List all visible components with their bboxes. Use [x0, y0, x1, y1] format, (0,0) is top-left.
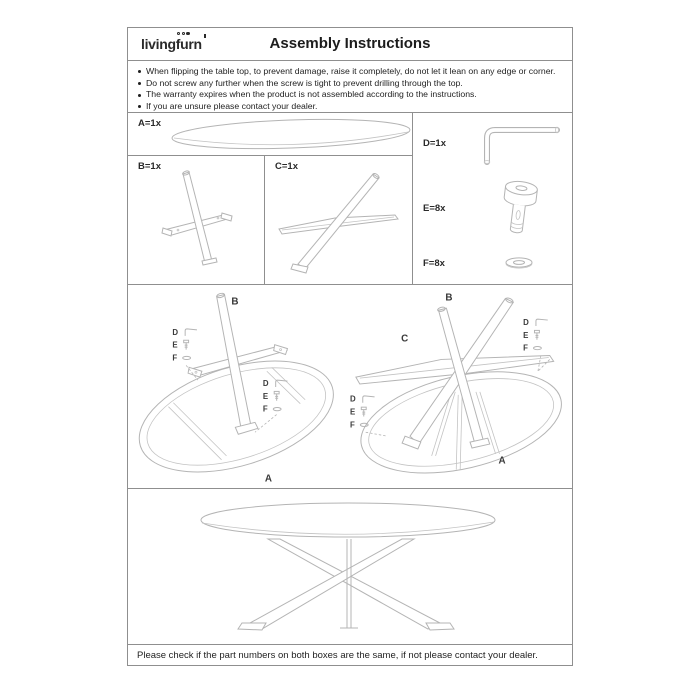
callout-label-f: F: [172, 353, 178, 363]
callout-label-f: F: [262, 404, 268, 414]
callout-label-d: D: [522, 317, 529, 327]
part-d-label: D=1x: [423, 138, 446, 150]
leg-b-drawing: [128, 156, 264, 283]
callout-label-f: F: [349, 420, 355, 430]
part-a-callout: A: [264, 473, 272, 485]
allen-key-mini-icon: [362, 396, 374, 403]
callout-label-e: E: [262, 391, 269, 401]
washer-mini-icon: [273, 408, 281, 411]
warning-item: Do not screw any further when the screw is tight to prevent drilling through the top.: [136, 78, 566, 90]
parts-b-c-row: [128, 156, 412, 284]
parts-section: [128, 113, 572, 285]
header: [128, 28, 572, 61]
warning-item: If you are unsure please contact your dealer.: [136, 101, 566, 113]
washer-mini-icon: [533, 347, 541, 350]
part-f-row: [413, 242, 572, 284]
part-c-label: C=1x: [275, 161, 298, 172]
part-d-row: [413, 113, 572, 174]
part-b-label: B=1x: [138, 161, 161, 172]
bolt-mini-icon: [184, 340, 189, 349]
part-a-label: A=1x: [138, 118, 161, 129]
parts-left-column: [128, 113, 413, 284]
callout-label-d: D: [262, 379, 269, 388]
callout-label-e: E: [522, 330, 529, 340]
part-b-callout: B: [445, 292, 453, 304]
callout-label-e: E: [349, 407, 355, 417]
bolt-mini-icon: [361, 407, 366, 416]
part-b-box: [128, 156, 265, 284]
bolt-mini-icon: [274, 391, 279, 400]
leg-c-drawing: [265, 156, 411, 283]
hardware-callout: [172, 328, 197, 363]
callout-label-f: F: [522, 343, 528, 353]
part-c-callout: C: [400, 333, 408, 345]
footer-note-box: [128, 645, 572, 665]
part-e-label: E=8x: [423, 202, 446, 214]
callout-label-d: D: [172, 327, 179, 337]
hardware-callout: [350, 395, 375, 430]
page-title: Assembly Instructions: [269, 35, 431, 52]
washer-mini-icon: [360, 423, 368, 426]
parts-right-column: [413, 113, 572, 284]
part-a-box: [128, 113, 412, 156]
warnings-list: [136, 66, 566, 112]
brand-logo-text: livingfurn: [141, 36, 202, 52]
assembly-section: [128, 285, 572, 489]
hardware-callout: [523, 318, 548, 353]
table-top-drawing: [128, 113, 412, 155]
part-c-box: [265, 156, 412, 284]
bolt-mini-icon: [534, 330, 539, 339]
washer-icon: [465, 253, 572, 273]
callout-label-d: D: [349, 394, 356, 404]
assembled-table-box: [128, 489, 572, 645]
allen-key-mini-icon: [185, 329, 197, 336]
warning-item: When flipping the table top, to prevent damage, raise it completely, do not let it lean on any edge or corner.: [136, 66, 566, 78]
footer-note-text: Please check if the part numbers on both boxes are the same, if not please contact your dealer.: [137, 649, 538, 661]
assembly-step-1-drawing: [133, 287, 342, 485]
part-a-callout: A: [498, 455, 506, 467]
washer-mini-icon: [183, 356, 191, 359]
hardware-callout: [263, 379, 288, 414]
assembled-table-drawing: [128, 489, 572, 643]
part-b-callout: B: [231, 296, 239, 308]
warnings-box: [128, 61, 572, 113]
part-f-label: F=8x: [423, 257, 445, 269]
assembly-step-2-drawing: [348, 287, 570, 485]
warning-item: The warranty expires when the product is not assembled according to the instructions.: [136, 89, 566, 101]
bolt-icon: [465, 174, 572, 242]
part-e-row: [413, 174, 572, 242]
allen-key-icon: [465, 120, 572, 168]
callout-label-e: E: [172, 340, 178, 350]
allen-key-mini-icon: [536, 319, 548, 326]
instruction-sheet: [127, 27, 573, 666]
